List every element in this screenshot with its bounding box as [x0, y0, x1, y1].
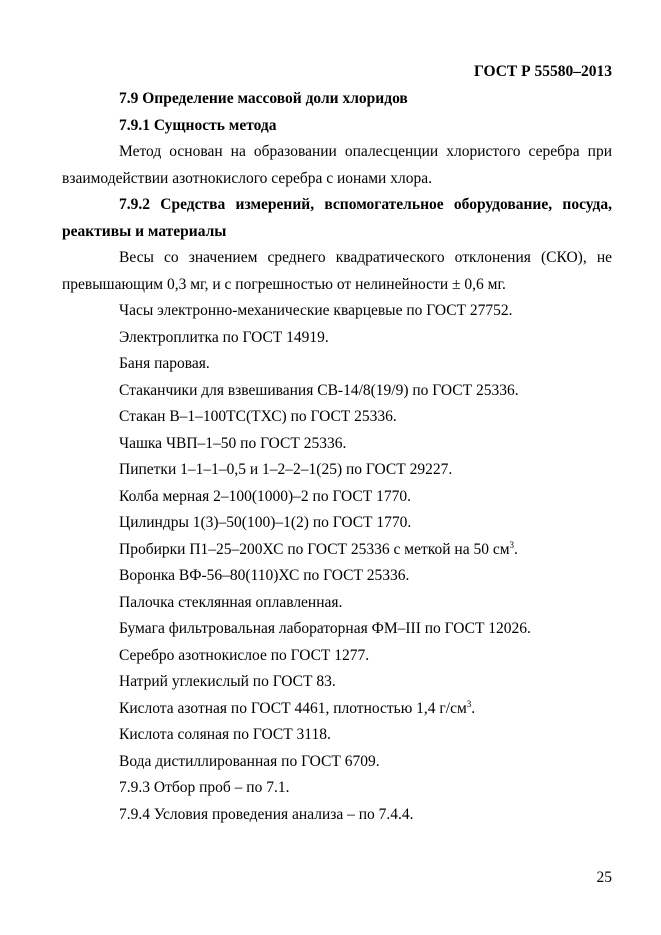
document-header: ГОСТ Р 55580–2013 — [474, 63, 612, 80]
list-item: Бумага фильтровальная лабораторная ФМ–III по ГОСТ 12026. — [119, 620, 531, 637]
subsection-title: 7.9.1 Сущность метода — [119, 116, 277, 134]
section-title: 7.9 Определение массовой доли хлоридов — [119, 90, 408, 107]
list-item: Стаканчики для взвешивания СВ-14/8(19/9) по ГОСТ 25336. — [119, 381, 519, 399]
list-item: Пипетки 1–1–1–0,5 и 1–2–2–1(25) по ГОСТ 29227. — [119, 461, 453, 478]
list-item-end: . — [514, 540, 518, 558]
list-item: Цилиндры 1(3)–50(100)–1(2) по ГОСТ 1770. — [119, 514, 412, 531]
list-item: 7.9.4 Условия проведения анализа – по 7.4.4. — [119, 805, 414, 823]
list-item-end: . — [471, 699, 476, 717]
list-item-text: Кислота азотная по ГОСТ 4461, плотностью 1,4 г/см — [119, 699, 467, 717]
paragraph: Метод основан на образовании опалесценции хлористого серебра при взаимодействии азотнокислого серебра с ионами хлора. — [62, 143, 612, 187]
list-item: Часы электронно-механические кварцевые по ГОСТ 27752. — [119, 302, 513, 319]
list-item — [62, 696, 612, 723]
list-item: Натрий углекислый по ГОСТ 83. — [119, 673, 336, 690]
list-item: Воронка ВФ-56–80(110)ХС по ГОСТ 25336. — [119, 567, 410, 584]
list-item: Вода дистиллированная по ГОСТ 6709. — [119, 752, 380, 770]
paragraph: Весы со значением среднего квадратического отклонения (СКО), не превышающим 0,3 мг, и с погрешностью от нелинейности ± 0,6 мг. — [62, 249, 612, 293]
list-item: Электроплитка по ГОСТ 14919. — [119, 328, 329, 346]
list-item: Палочка стеклянная оплавленная. — [119, 593, 343, 611]
superscript: 3 — [509, 539, 515, 550]
page-number: 25 — [596, 869, 612, 886]
list-item-text: Пробирки П1–25–200ХС по ГОСТ 25336 с меткой на 50 см — [119, 540, 510, 558]
list-item: Серебро азотнокислое по ГОСТ 1277. — [119, 646, 370, 664]
list-item: Чашка ЧВП–1–50 по ГОСТ 25336. — [119, 434, 347, 452]
document-body — [62, 86, 612, 828]
list-item: Баня паровая. — [119, 355, 210, 372]
list-item: Стакан В–1–100ТС(ТХС) по ГОСТ 25336. — [119, 408, 397, 425]
list-item: 7.9.3 Отбор проб – по 7.1. — [119, 779, 290, 796]
list-item — [62, 537, 612, 564]
superscript: 3 — [466, 698, 472, 709]
list-item: Колба мерная 2–100(1000)–2 по ГОСТ 1770. — [119, 487, 411, 505]
list-item: Кислота соляная по ГОСТ 3118. — [119, 726, 331, 743]
subsection-title: 7.9.2 Средства измерений, вспомогательное оборудование, посуда, реактивы и материалы — [62, 196, 612, 240]
